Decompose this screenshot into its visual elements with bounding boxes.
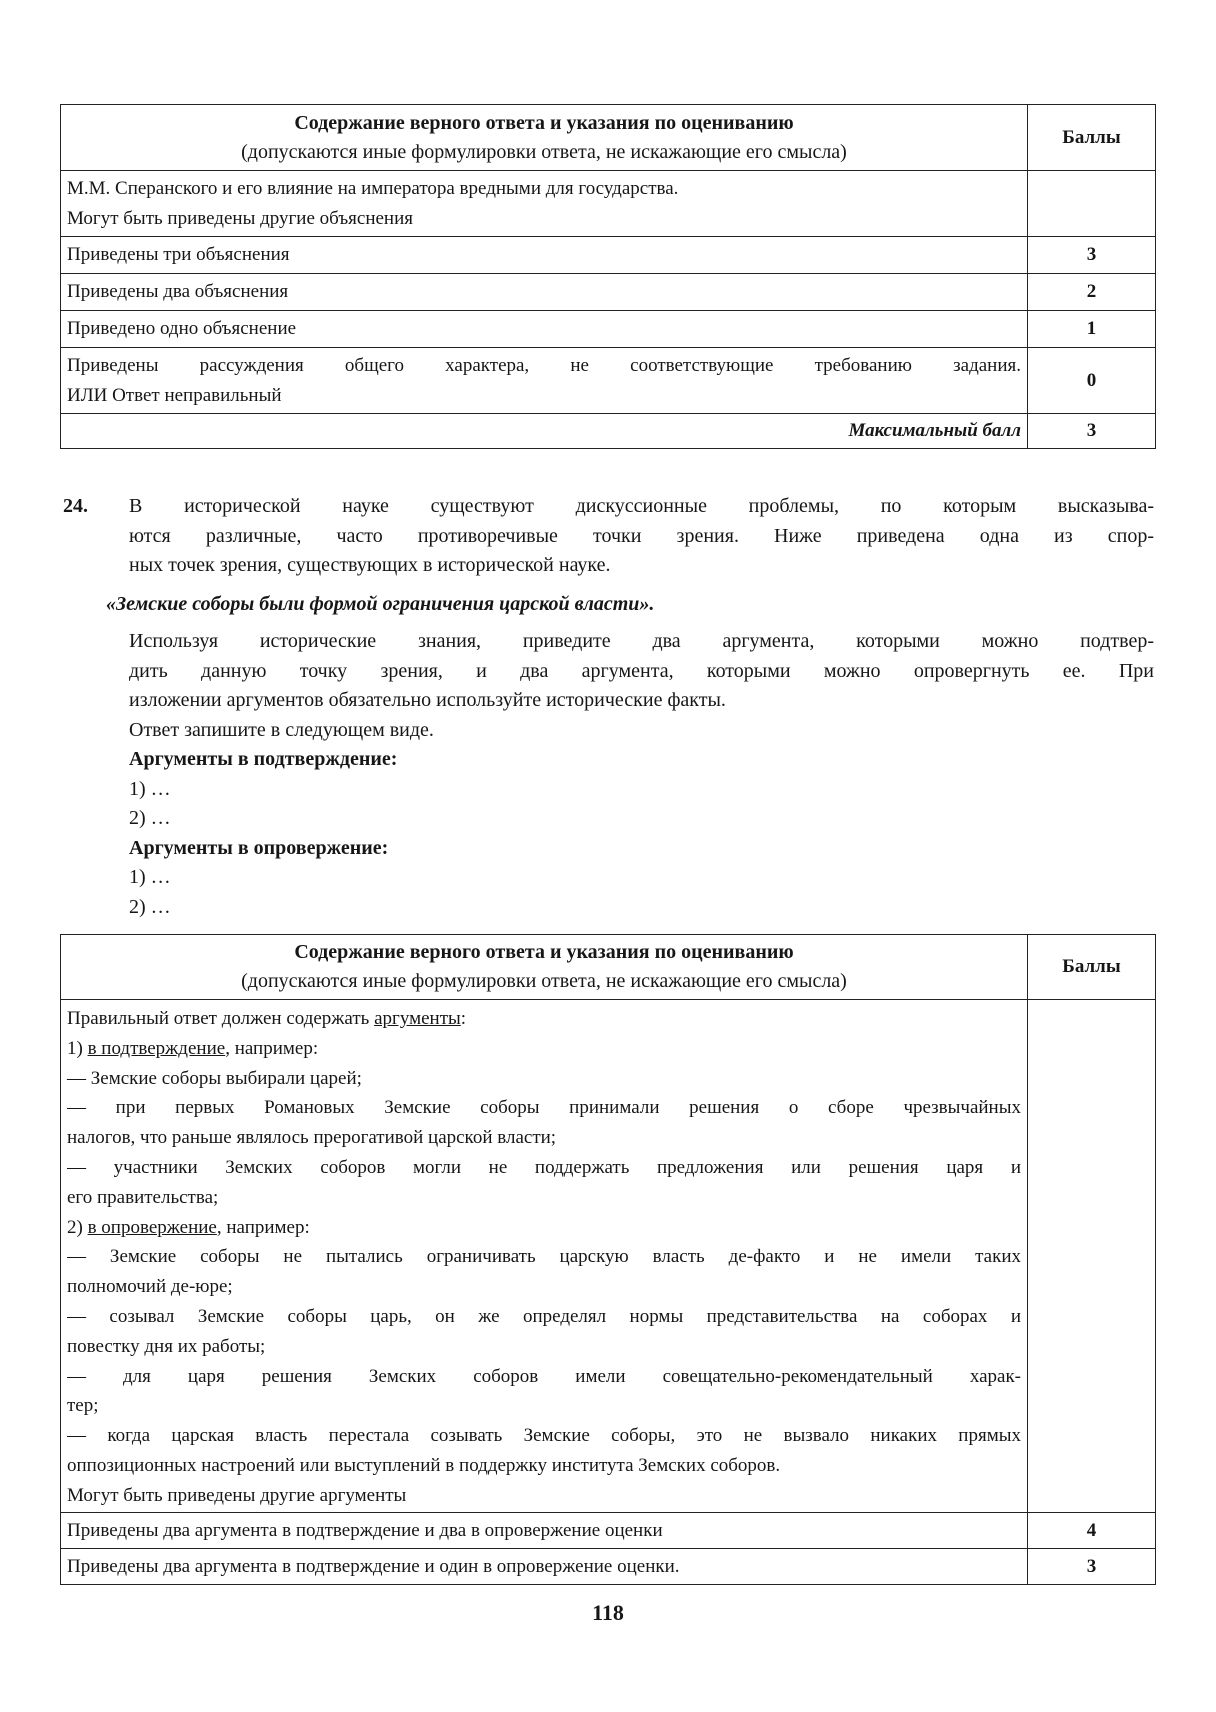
table-row — [61, 1549, 1156, 1585]
points: 3 — [1028, 237, 1156, 274]
text-line — [67, 1391, 1021, 1421]
text-segment: — при первых Романовых Земские соборы принимали решения о сборе чрезвычайных — [67, 1097, 1021, 1119]
underlined-term: в подтверждение — [87, 1037, 226, 1059]
criterion: Приведены два объяснения — [61, 274, 1028, 311]
scoring-table-23 — [60, 104, 1156, 449]
text-line — [67, 1213, 1021, 1243]
table-row — [61, 237, 1156, 274]
answer-placeholder: 1) … — [129, 777, 171, 800]
points-header: Баллы — [1028, 105, 1156, 171]
header-subtitle: (допускаются иные формулировки ответа, не искажающие его смысла) — [241, 140, 847, 163]
table-row — [61, 348, 1156, 414]
table-row — [61, 311, 1156, 348]
text-segment: 1) — [67, 1037, 88, 1059]
text-segment: 2) — [67, 1216, 88, 1238]
text-line — [67, 1153, 1021, 1183]
points: 0 — [1028, 348, 1156, 414]
text-line — [67, 1451, 1021, 1481]
text-segment: полномочий де-юре; — [67, 1276, 233, 1298]
text-line: Приведены рассуждения общего характера, не соответствующие требованию задания. — [67, 354, 1021, 376]
text-line — [67, 1123, 1021, 1153]
text-segment: , например: — [216, 1216, 310, 1238]
text-line: В исторической науке существуют дискуссионные проблемы, по которым высказыва- — [129, 495, 1154, 517]
criterion: Приведено одно объяснение — [61, 311, 1028, 348]
header-title: Содержание верного ответа и указания по оцениванию — [294, 111, 794, 134]
text-segment: — участники Земских соборов могли не поддержать предложения или решения царя и — [67, 1156, 1021, 1178]
answer-placeholder: 1) … — [129, 866, 171, 888]
text-line — [67, 1481, 1021, 1511]
text-segment: оппозиционных настроений или выступлений в поддержку института Земских соборов. — [67, 1454, 781, 1476]
table-row — [61, 274, 1156, 311]
text-line — [67, 1332, 1021, 1362]
answer-placeholder: 2) … — [129, 807, 171, 829]
max-score-value: 3 — [1028, 414, 1156, 449]
max-score-row — [61, 414, 1156, 449]
text-segment: Правильный ответ должен содержать — [67, 1008, 375, 1029]
text-segment: — для царя решения Земских соборов имели совещательно-рекомендательный харак- — [67, 1365, 1021, 1387]
text-line — [67, 1242, 1021, 1272]
text-segment: повестку дня их работы; — [67, 1335, 266, 1357]
text-segment: — когда царская власть перестала созывать Земские соборы, это не вызвало никаких прямых — [67, 1425, 1021, 1447]
answer-placeholder: 2) … — [129, 895, 171, 918]
text-segment: , например: — [225, 1037, 319, 1059]
task-number: 24. — [63, 495, 88, 517]
header-subtitle: (допускаются иные формулировки ответа, не искажающие его смысла) — [241, 970, 847, 992]
page-number: 118 — [592, 1600, 624, 1625]
text-line: Могут быть приведены другие объяснения — [67, 207, 414, 229]
scoring-table-24 — [60, 934, 1156, 1585]
text-segment: — созывал Земские соборы царь, он же определял нормы представительства на соборах и — [67, 1305, 1021, 1327]
criterion — [61, 348, 1028, 414]
points: 2 — [1028, 274, 1156, 311]
criterion: Приведены три объяснения — [61, 237, 1028, 274]
text-line: ются различные, часто противоречивые точки зрения. Ниже приведена одна из спор- — [129, 524, 1154, 547]
text-line — [67, 1064, 1021, 1094]
text-segment: его правительства; — [67, 1186, 219, 1208]
empty-points — [1028, 171, 1156, 237]
text-line — [67, 1421, 1021, 1451]
max-score-label: Максимальный балл — [61, 414, 1028, 449]
text-line: изложении аргументов обязательно используйте исторические факты. — [129, 689, 726, 711]
underlined-term: в опровержение — [87, 1216, 217, 1238]
points: 3 — [1028, 1549, 1156, 1585]
confirm-heading: Аргументы в подтверждение: — [129, 748, 398, 770]
table-header — [61, 935, 1028, 1000]
criterion: Приведены два аргумента в подтверждение и два в опровержение оценки — [61, 1513, 1028, 1549]
criterion: Приведены два аргумента в подтверждение и один в опровержение оценки. — [61, 1549, 1028, 1585]
text-line: дить данную точку зрения, и два аргумента, которыми можно опровергнуть ее. При — [129, 659, 1154, 682]
header-title: Содержание верного ответа и указания по оцениванию — [294, 941, 794, 963]
table-row — [61, 1513, 1156, 1549]
text-line: ных точек зрения, существующих в исторической науке. — [129, 554, 611, 576]
text-line: ИЛИ Ответ неправильный — [67, 384, 282, 406]
table-header — [61, 105, 1028, 171]
continuation-cell — [61, 171, 1028, 237]
text-line — [67, 1362, 1021, 1392]
text-segment: налогов, что раньше являлось прерогативой царской власти; — [67, 1127, 557, 1149]
answer-content — [61, 1000, 1028, 1513]
text-line — [67, 1302, 1021, 1332]
text-segment: Могут быть приведены другие аргументы — [67, 1484, 407, 1506]
points: 4 — [1028, 1513, 1156, 1549]
text-segment: : — [460, 1008, 467, 1029]
points-header: Баллы — [1028, 935, 1156, 1000]
text-segment: тер; — [67, 1395, 99, 1417]
text-line — [67, 1034, 1021, 1064]
empty-points — [1028, 1000, 1156, 1513]
underlined-term: аргументы — [374, 1008, 461, 1029]
points: 1 — [1028, 311, 1156, 348]
disputed-statement: «Земские соборы были формой ограничения царской власти». — [106, 593, 655, 615]
text-line: Используя исторические знания, приведите два аргумента, которыми можно подтвер- — [129, 630, 1154, 652]
task-intro — [129, 492, 1154, 581]
text-line — [67, 1004, 1021, 1034]
task-instructions — [129, 627, 1154, 922]
text-line: М.М. Сперанского и его влияние на императора вредными для государства. — [67, 177, 679, 199]
refute-heading: Аргументы в опровержение: — [129, 836, 389, 859]
text-segment: — Земские соборы выбирали царей; — [67, 1067, 362, 1089]
text-line — [67, 1183, 1021, 1213]
text-segment: — Земские соборы не пытались ограничивать царскую власть де-факто и не имели таких — [67, 1246, 1021, 1268]
text-line — [67, 1272, 1021, 1302]
text-line: Ответ запишите в следующем виде. — [129, 718, 434, 741]
text-line — [67, 1093, 1021, 1123]
